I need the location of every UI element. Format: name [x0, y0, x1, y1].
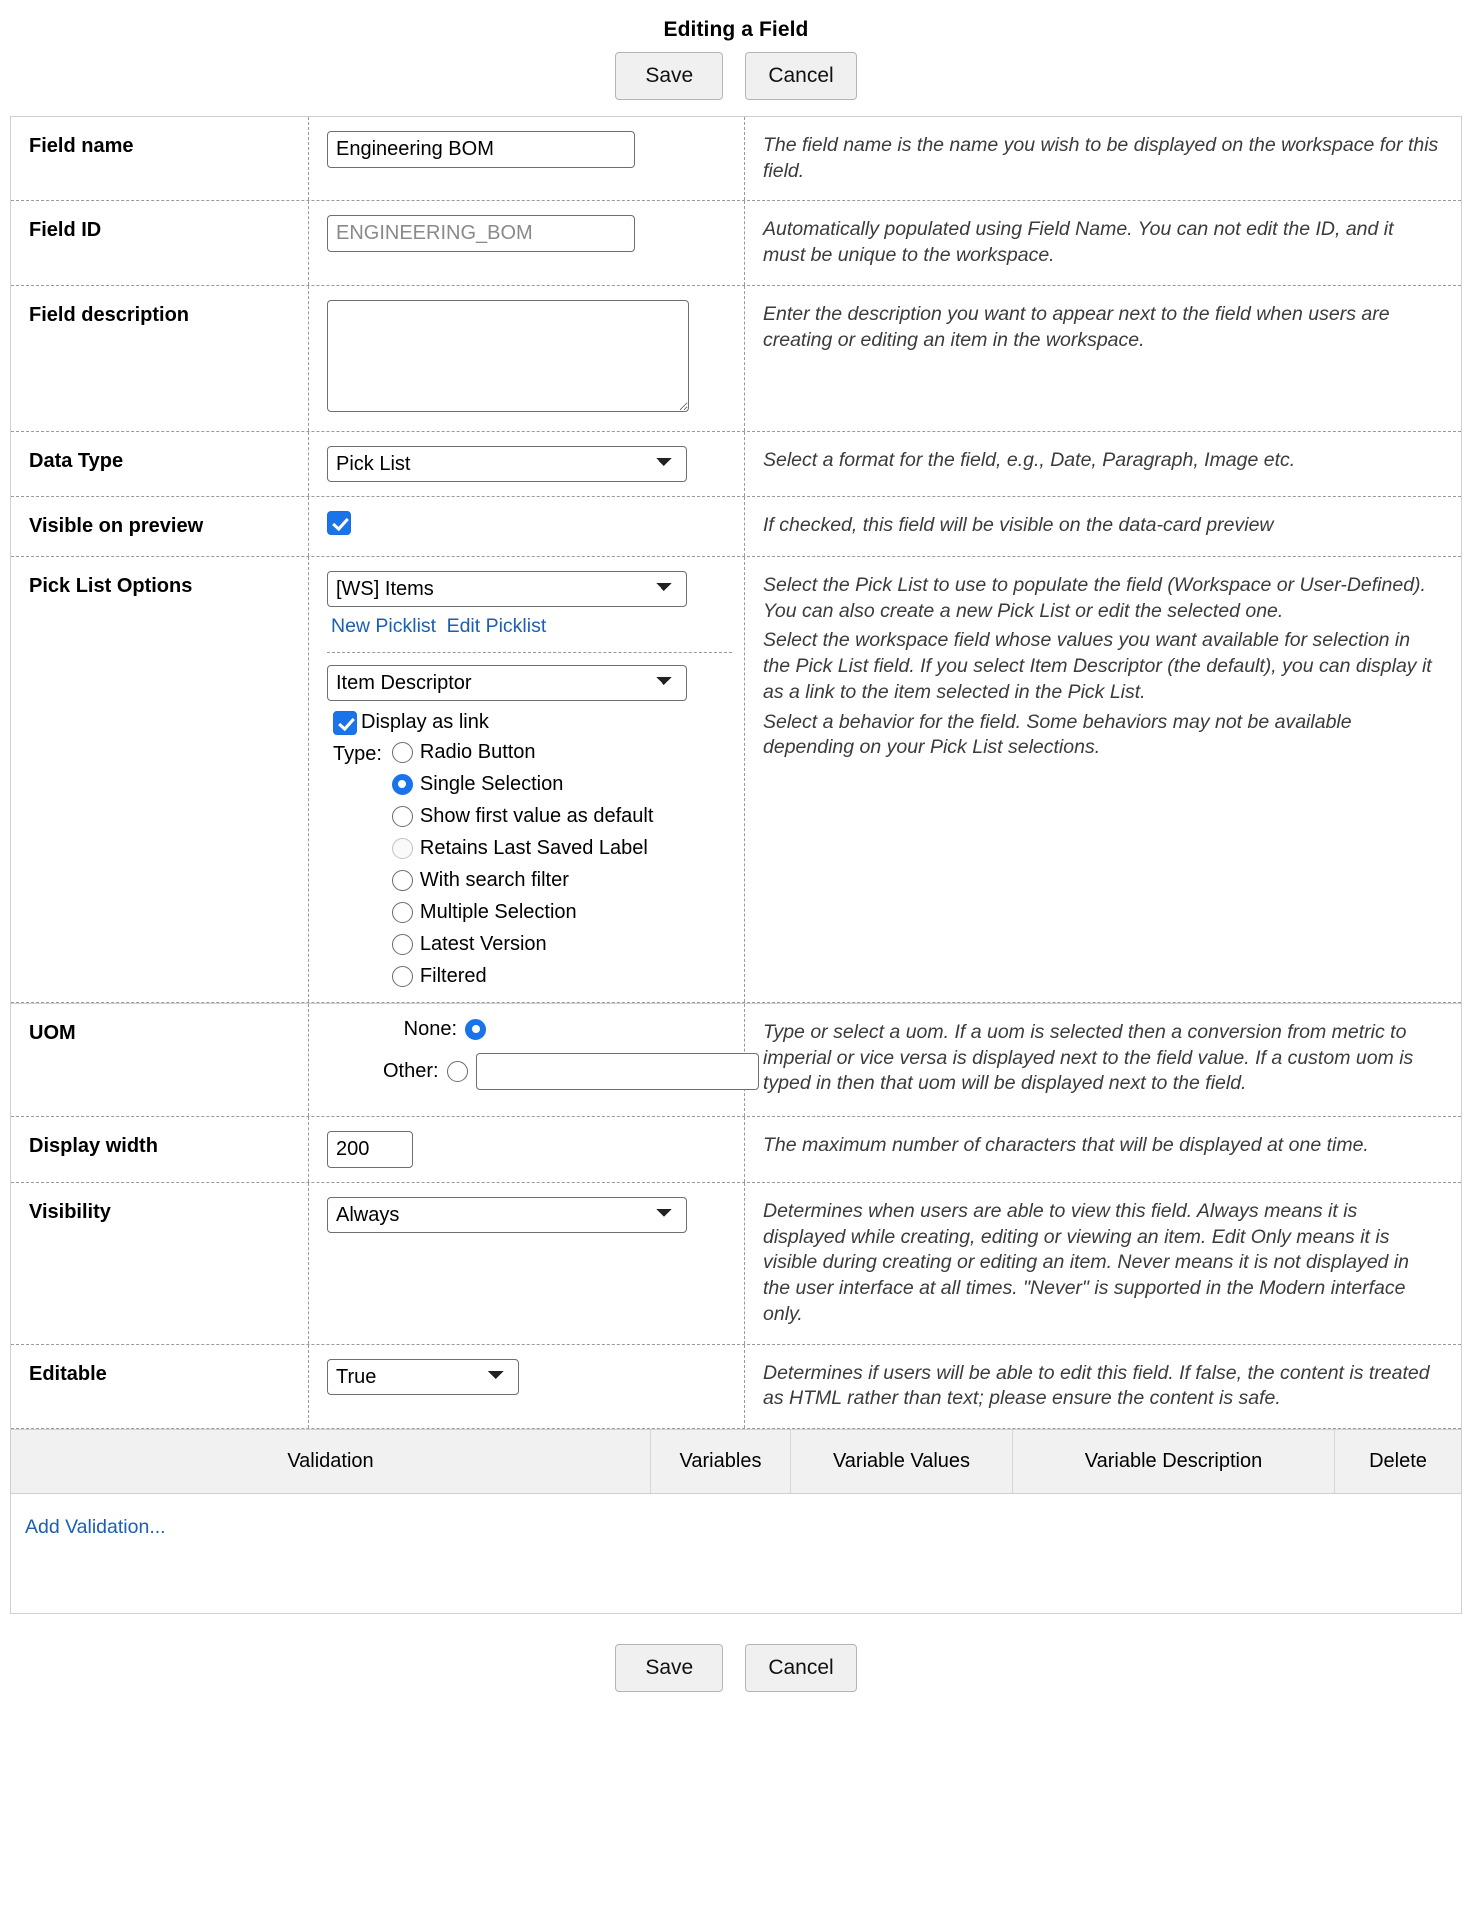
picklist-field-select[interactable] — [327, 665, 687, 701]
type-label: Type: — [333, 742, 382, 765]
type-options — [392, 741, 653, 988]
uom-control — [309, 1004, 745, 1116]
radio-with-search-filter[interactable] — [392, 870, 413, 891]
field-id-control — [309, 201, 745, 284]
pick-list-help-3: Select a behavior for the field. Some behaviors may not be available depending on your Pick List selections. — [763, 710, 1352, 759]
row-field-name — [11, 117, 1461, 201]
type-option-retains-last-saved-label — [392, 837, 653, 860]
data-type-control — [309, 432, 745, 496]
bottom-button-row — [0, 1614, 1472, 1710]
radio-show-first-value-as-default[interactable] — [392, 806, 413, 827]
field-description-label: Field description — [11, 286, 309, 431]
pick-list-options-help — [745, 557, 1461, 1002]
display-width-label: Display width — [11, 1117, 309, 1182]
radio-single-selection[interactable] — [392, 774, 413, 795]
field-settings-table — [10, 116, 1462, 1614]
type-option-label: Radio Button — [419, 740, 536, 763]
column-header-validation: Validation — [11, 1430, 651, 1493]
radio-filtered[interactable] — [392, 966, 413, 987]
type-option-multiple-selection[interactable] — [392, 901, 653, 924]
visible-on-preview-checkbox[interactable] — [327, 511, 351, 535]
field-name-input[interactable] — [327, 131, 635, 168]
data-type-help: Select a format for the field, e.g., Date, Paragraph, Image etc. — [763, 448, 1296, 471]
uom-rows — [383, 1018, 732, 1090]
type-option-single-selection[interactable] — [392, 773, 653, 796]
field-name-label: Field name — [11, 117, 309, 200]
editable-control — [309, 1345, 745, 1428]
uom-none-row[interactable] — [383, 1018, 732, 1041]
radio-multiple-selection[interactable] — [392, 902, 413, 923]
column-header-variable-description: Variable Description — [1013, 1430, 1335, 1493]
visibility-help: Determines when users are able to view this field. Always means it is displayed while creating, editing or viewing an item. Edit Only means it is visible during creating or editing an item. Never means it is not displayed in the user interface at all times. "Never" is supported in the Modern interface only. — [763, 1199, 1409, 1325]
radio-retains-last-saved-label — [392, 838, 413, 859]
type-option-label: Multiple Selection — [419, 900, 577, 923]
row-pick-list-options — [11, 557, 1461, 1003]
column-header-variable-values: Variable Values — [791, 1430, 1013, 1493]
page-title: Editing a Field — [663, 18, 809, 41]
type-option-filtered[interactable] — [392, 965, 653, 988]
picklist-links — [331, 615, 732, 638]
editable-help: Determines if users will be able to edit this field. If false, the content is treated as HTML rather than text; please ensure the content is safe. — [763, 1361, 1430, 1410]
validation-grid-header — [11, 1429, 1461, 1494]
add-validation-row — [11, 1494, 1461, 1613]
display-width-control — [309, 1117, 745, 1182]
display-as-link-label: Display as link — [361, 711, 489, 734]
type-option-radio-button[interactable] — [392, 741, 653, 764]
visibility-label: Visibility — [11, 1183, 309, 1344]
editable-label: Editable — [11, 1345, 309, 1428]
add-validation-link[interactable]: Add Validation... — [25, 1516, 166, 1539]
row-field-description — [11, 286, 1461, 432]
field-id-input — [327, 215, 635, 252]
type-option-label: Retains Last Saved Label — [419, 836, 648, 859]
row-data-type — [11, 432, 1461, 497]
row-visibility — [11, 1183, 1461, 1345]
type-option-label: With search filter — [419, 868, 569, 891]
new-picklist-link[interactable]: New Picklist — [331, 614, 437, 637]
top-button-row — [0, 52, 1472, 116]
pick-list-options-control — [309, 557, 745, 1002]
visibility-select[interactable] — [327, 1197, 687, 1233]
field-description-control — [309, 286, 745, 431]
edit-picklist-link[interactable]: Edit Picklist — [446, 614, 547, 637]
cancel-button-bottom[interactable]: Cancel — [745, 1644, 856, 1692]
pick-list-help-2: Select the workspace field whose values you want available for selection in the Pick List field. If you select Item Descriptor (the default), you can display it as a link to the item selected in the Pick List. — [763, 629, 1432, 703]
type-option-show-first-value-as-default[interactable] — [392, 805, 653, 828]
picklist-divider — [327, 652, 732, 653]
row-field-id — [11, 201, 1461, 285]
row-uom — [11, 1003, 1461, 1117]
field-id-help: Automatically populated using Field Name. You can not edit the ID, and it must be unique to the workspace. — [763, 218, 1394, 267]
type-option-latest-version[interactable] — [392, 933, 653, 956]
visible-on-preview-control — [309, 497, 745, 556]
type-option-label: Single Selection — [419, 772, 564, 795]
picklist-source-select[interactable] — [327, 571, 687, 607]
visible-on-preview-label: Visible on preview — [11, 497, 309, 556]
uom-none-label: None: — [403, 1017, 457, 1040]
data-type-label: Data Type — [11, 432, 309, 496]
row-editable — [11, 1345, 1461, 1429]
uom-label: UOM — [11, 1004, 309, 1116]
visibility-control — [309, 1183, 745, 1344]
field-description-textarea[interactable] — [327, 300, 689, 412]
display-width-help: The maximum number of characters that will be displayed at one time. — [763, 1133, 1369, 1156]
display-as-link-checkbox[interactable] — [333, 711, 357, 735]
radio-uom-other[interactable] — [447, 1061, 468, 1082]
save-button-top[interactable]: Save — [615, 52, 723, 100]
type-option-label: Filtered — [419, 964, 487, 987]
visible-on-preview-help: If checked, this field will be visible on the data-card preview — [763, 513, 1274, 536]
field-id-label: Field ID — [11, 201, 309, 284]
radio-latest-version[interactable] — [392, 934, 413, 955]
uom-other-input[interactable] — [476, 1053, 759, 1090]
field-description-help: Enter the description you want to appear next to the field when users are creating or editing an item in the workspace. — [763, 302, 1390, 351]
row-visible-on-preview — [11, 497, 1461, 557]
data-type-select[interactable] — [327, 446, 687, 482]
type-option-label: Latest Version — [419, 932, 547, 955]
editable-select[interactable] — [327, 1359, 519, 1395]
display-as-link-row — [333, 711, 732, 735]
radio-uom-none[interactable] — [465, 1019, 486, 1040]
radio-radio-button[interactable] — [392, 742, 413, 763]
pick-list-help-1: Select the Pick List to use to populate the field (Workspace or User-Defined). You can also create a new Pick List or edit the selected one. — [763, 573, 1426, 622]
uom-other-label: Other: — [383, 1059, 439, 1082]
row-display-width — [11, 1117, 1461, 1183]
display-width-input[interactable] — [327, 1131, 413, 1168]
save-button-bottom[interactable]: Save — [615, 1644, 723, 1692]
pick-list-options-label: Pick List Options — [11, 557, 309, 1002]
field-name-control — [309, 117, 745, 200]
type-option-label: Show first value as default — [419, 804, 654, 827]
uom-help: Type or select a uom. If a uom is selected then a conversion from metric to imperial or vice versa is displayed next to the field value. If a custom uom is typed in then that uom will be displayed next to the field. — [763, 1020, 1414, 1095]
column-header-delete: Delete — [1369, 1450, 1427, 1473]
type-option-with-search-filter[interactable] — [392, 869, 653, 892]
field-name-help: The field name is the name you wish to be displayed on the workspace for this field. — [763, 134, 1439, 182]
type-block — [327, 741, 732, 988]
column-header-variables: Variables — [651, 1430, 791, 1493]
uom-other-row[interactable] — [383, 1053, 732, 1090]
cancel-button-top[interactable]: Cancel — [745, 52, 856, 100]
